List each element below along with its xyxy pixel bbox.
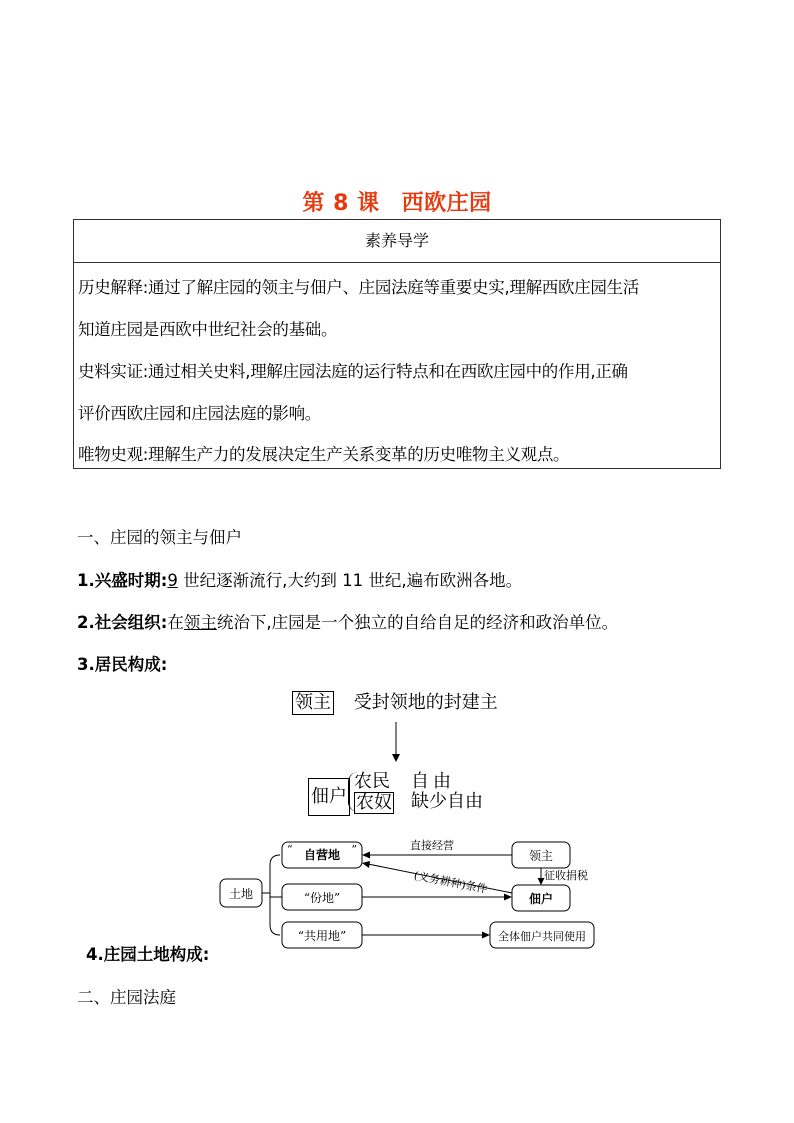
item-label: 1.兴盛时期:	[77, 571, 168, 590]
item-label: 3.居民构成:	[77, 655, 168, 674]
arrow-head	[362, 861, 370, 868]
literacy-header: 素养导学	[74, 220, 720, 263]
item-text: 世纪逐渐流行,大约到 11 世纪,遍布欧洲各地。	[177, 571, 523, 590]
residents-lord-row	[292, 688, 498, 715]
lord-node-label: 领主	[528, 849, 554, 863]
serf-description: 缺少自由	[411, 791, 483, 812]
serf-label: 农奴	[356, 792, 392, 813]
arrow-head	[362, 852, 370, 859]
land-structure-diagram	[210, 835, 600, 950]
item-text: 在	[167, 613, 184, 632]
item-label: 4.庄园土地构成:	[86, 945, 210, 964]
direct-manage-label: 直接经营	[410, 839, 454, 852]
share-land-label: “份地”	[303, 891, 341, 905]
all-tenants-label: 全体佃户共同使用	[498, 930, 586, 943]
common-land-label: “共用地”	[297, 929, 347, 943]
down-arrow	[388, 722, 404, 764]
answer-blank: 9	[167, 571, 178, 590]
title-topic: 西欧庄园	[401, 191, 492, 216]
literacy-line: 历史解释:通过了解庄园的领主与佃户、庄园法庭等重要史实,理解西欧庄园生活	[78, 278, 640, 297]
obligation-label: (义务耕种)条件	[412, 869, 489, 897]
answer-blank: 领主	[183, 613, 217, 632]
tenant-box: 佃户	[308, 778, 350, 816]
lord-box: 领主	[292, 691, 334, 715]
section-heading: 二、庄园法庭	[77, 988, 176, 1007]
literacy-line: 史料实证:通过相关史料,理解庄园法庭的运行特点和在西欧庄园中的作用,正确	[78, 362, 628, 381]
free-peasant-label: 农民	[354, 771, 390, 792]
item-land-structure	[86, 941, 209, 965]
quote-mark: “	[287, 843, 293, 856]
land-label: 土地	[228, 887, 254, 901]
literacy-line: 评价西欧庄园和庄园法庭的影响。	[78, 404, 322, 423]
item-text: 统治下,庄园是一个独立的自给自足的经济和政治单位。	[216, 613, 619, 632]
free-description: 自由	[411, 771, 455, 792]
tenant-node-label: 佃户	[528, 892, 554, 906]
tax-label: 征收捐税	[544, 869, 588, 882]
literacy-line: 唯物史观:理解生产力的发展决定生产关系变革的历史唯物主义观点。	[78, 445, 570, 464]
literacy-goals-box	[73, 219, 721, 469]
page-title	[0, 186, 794, 217]
item-flourishing-period	[77, 567, 522, 591]
demesne-label: 自营地	[303, 848, 341, 862]
item-social-organization	[77, 609, 618, 633]
lord-description: 受封领地的封建主	[353, 692, 498, 713]
section-heading: 一、庄园的领主与佃户	[77, 528, 242, 547]
arrow-head	[504, 894, 512, 901]
title-lesson: 第 8 课	[302, 191, 380, 216]
connector	[270, 855, 280, 935]
item-residents	[77, 651, 167, 675]
arrow-head	[482, 932, 490, 939]
literacy-line: 知道庄园是西欧中世纪社会的基础。	[78, 320, 338, 339]
item-label: 2.社会组织:	[77, 613, 168, 632]
quote-mark: ”	[351, 843, 357, 856]
